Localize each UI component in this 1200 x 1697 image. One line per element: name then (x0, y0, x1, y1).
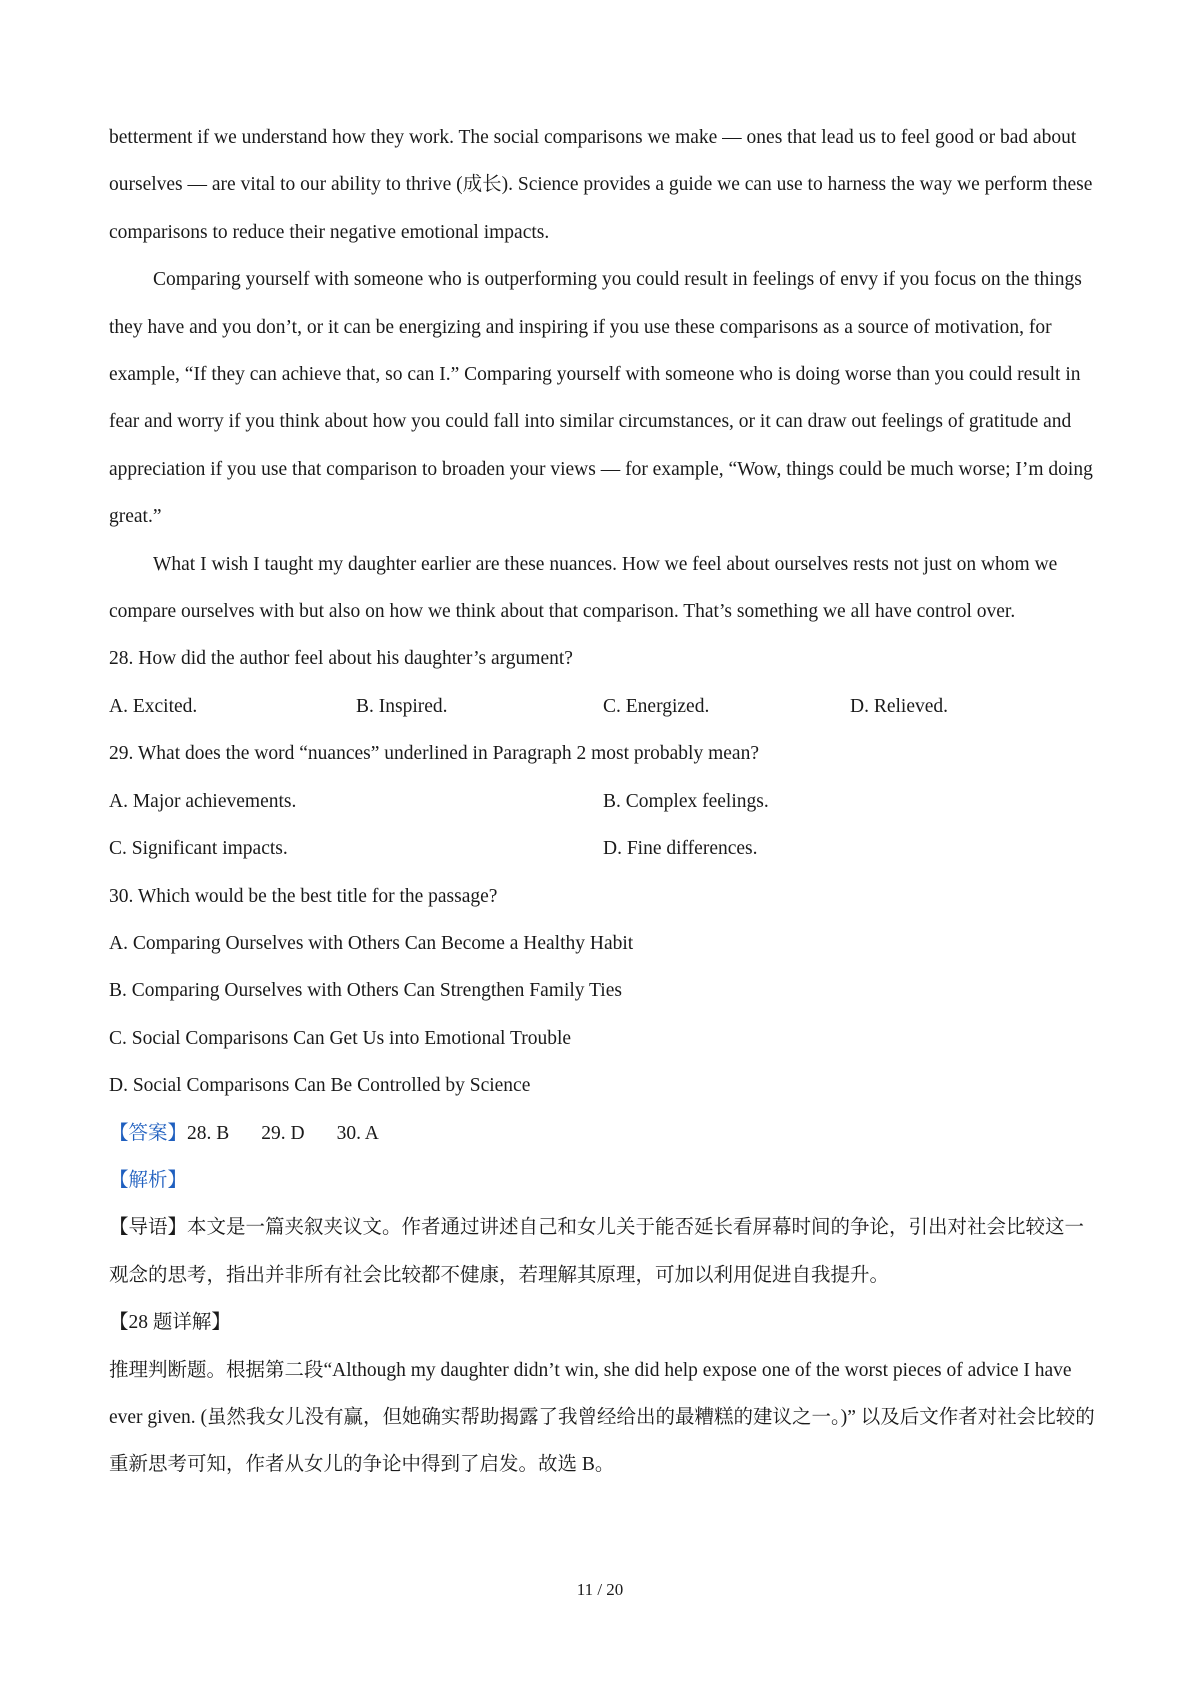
answer-29: 29. D (261, 1122, 305, 1144)
option-28-d: D. Relieved. (850, 695, 949, 717)
analysis-label: 【解析】 (109, 1169, 188, 1191)
answer-28: 28. B (187, 1122, 230, 1144)
analysis-intro: 【导语】本文是一篇夹叙夹议文。作者通过讲述自己和女儿关于能否延长看屏幕时间的争论，引出对社会比较这一观念的思考，指出并非所有社会比较都不健康，若理解其原理，可加以利用促进自我提升。 (109, 1217, 1085, 1286)
question-28-options (109, 683, 1099, 730)
question-29-options-row-2 (109, 825, 1099, 872)
option-28-c: C. Energized. (603, 695, 710, 717)
passage-paragraph-3: What I wish I taught my daughter earlier are these nuances. How we feel about ourselves rests not just on whom we compare ourselves with but also on how we think about that comparison. That’s something we all have control over. (109, 553, 1058, 623)
passage-paragraph-1: betterment if we understand how they work. The social comparisons we make — ones that lead us to feel good or bad about ourselves — are vital to our ability to thrive (成长). Science provides a guide we can use to harness the way we perform these comparisons to reduce their negative emotional impacts. (109, 127, 1093, 243)
option-29-b: B. Complex feelings. (603, 790, 769, 812)
page-content (109, 114, 1099, 1489)
option-28-b: B. Inspired. (356, 695, 448, 717)
answer-line (109, 1110, 1099, 1157)
question-29-stem: 29. What does the word “nuances” underlined in Paragraph 2 most probably mean? (109, 743, 759, 765)
option-29-a: A. Major achievements. (109, 790, 297, 812)
option-28-a: A. Excited. (109, 695, 198, 717)
option-30-b: B. Comparing Ourselves with Others Can Strengthen Family Ties (109, 980, 622, 1002)
option-29-d: D. Fine differences. (603, 838, 758, 860)
question-28-stem: 28. How did the author feel about his daughter’s argument? (109, 648, 573, 670)
q28-detail-title: 【28 题详解】 (109, 1312, 231, 1334)
answer-label: 【答案】 (109, 1122, 188, 1144)
q28-detail-text: 推理判断题。根据第二段“Although my daughter didn’t win, she did help expose one of the worst pieces of advice I have ever given. (虽然我女儿没有赢，但她确实帮助揭露了我曾经给出的最糟糕的建议之一。)” 以及后文作者对社会比较的重新思考可知，作者从女儿的争论中得到了启发。故选 B。 (109, 1359, 1095, 1476)
question-30-stem: 30. Which would be the best title for the passage? (109, 885, 498, 907)
option-30-a: A. Comparing Ourselves with Others Can Become a Healthy Habit (109, 932, 634, 954)
page-number: 11 / 20 (576, 1580, 624, 1599)
option-30-d: D. Social Comparisons Can Be Controlled by Science (109, 1075, 531, 1097)
answer-30: 30. A (336, 1122, 379, 1144)
option-30-c: C. Social Comparisons Can Get Us into Emotional Trouble (109, 1027, 572, 1049)
option-29-c: C. Significant impacts. (109, 838, 288, 860)
question-29-options-row-1 (109, 778, 1099, 825)
passage-paragraph-2: Comparing yourself with someone who is outperforming you could result in feelings of envy if you focus on the things they have and you don’t, or it can be energizing and inspiring if you use these comparisons as a source of motivation, for example, “If they can achieve that, so can I.” Comparing yourself with someone who is doing worse than you could result in fear and worry if you think about how you could fall into similar circumstances, or it can draw out feelings of gratitude and appreciation if you use that comparison to broaden your views — for example, “Wow, things could be much worse; I’m doing great.” (109, 269, 1093, 528)
